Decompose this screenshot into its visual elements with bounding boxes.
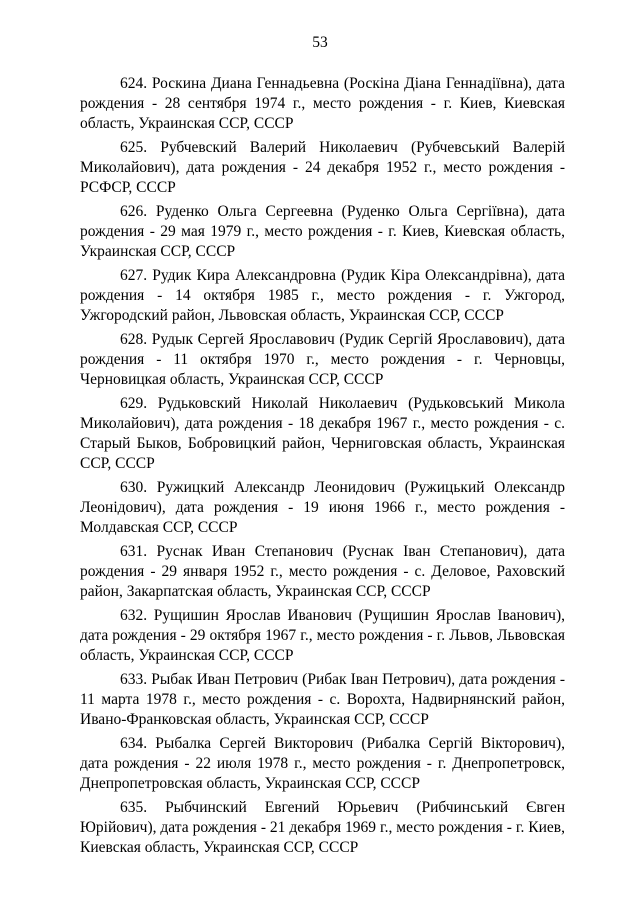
list-item: 627. Рудик Кира Александровна (Рудик Кіра Олександрівна), дата рождения - 14 октября 1985 г., место рождения - г. Ужгород, Ужгородский район, Львовская область, Украинская ССР, СССР xyxy=(80,267,565,324)
list-item: 634. Рыбалка Сергей Викторович (Рибалка Сергій Вікторович), дата рождения - 22 июля 1978 г., место рождения - г. Днепропетровск, Днепропетровская область, Украинская ССР, СССР xyxy=(80,735,565,792)
list-item: 633. Рыбак Иван Петрович (Рибак Іван Петрович), дата рождения - 11 марта 1978 г., место рождения - с. Ворохта, Надвирнянский район, Ивано-Франковская область, Украинская ССР, СССР xyxy=(80,671,565,728)
list-item: 628. Рудык Сергей Ярославович (Рудик Сергій Ярославович), дата рождения - 11 октября 1970 г., место рождения - г. Черновцы, Черновицкая область, Украинская ССР, СССР xyxy=(80,331,565,388)
list-item: 624. Роскина Диана Геннадьевна (Роскіна Діана Геннадіївна), дата рождения - 28 сентября 1974 г., место рождения - г. Киев, Киевская область, Украинская ССР, СССР xyxy=(80,75,565,132)
page-number: 53 xyxy=(312,34,328,51)
list-item: 626. Руденко Ольга Сергеевна (Руденко Ольга Сергіївна), дата рождения - 29 мая 1979 г., место рождения - г. Киев, Киевская область, Украинская ССР, СССР xyxy=(80,203,565,260)
list-item: 630. Ружицкий Александр Леонидович (Ружицький Олександр Леонідович), дата рождения - 19 июня 1966 г., место рождения - Молдавская ССР, СССР xyxy=(80,479,565,536)
list-item: 625. Рубчевский Валерий Николаевич (Рубчевський Валерій Миколайович), дата рождения - 24 декабря 1952 г., место рождения - РСФСР, СССР xyxy=(80,139,565,196)
list-item: 632. Рущишин Ярослав Иванович (Рущишин Ярослав Іванович), дата рождения - 29 октября 1967 г., место рождения - г. Львов, Львовская область, Украинская ССР, СССР xyxy=(80,607,565,664)
list-item: 631. Руснак Иван Степанович (Руснак Іван Степанович), дата рождения - 29 января 1952 г., место рождения - с. Деловое, Раховский район, Закарпатская область, Украинская ССР, СССР xyxy=(80,543,565,600)
list-item: 629. Рудьковский Николай Николаевич (Рудьковський Микола Миколайович), дата рождения - 18 декабря 1967 г., место рождения - с. Старый Быков, Бобровицкий район, Черниговская область, Украинская ССР, СССР xyxy=(80,395,565,472)
list-item: 635. Рыбчинский Евгений Юрьевич (Рибчинський Євген Юрійович), дата рождения - 21 декабря 1969 г., место рождения - г. Киев, Киевская область, Украинская ССР, СССР xyxy=(80,799,565,856)
entry-list xyxy=(80,74,565,862)
